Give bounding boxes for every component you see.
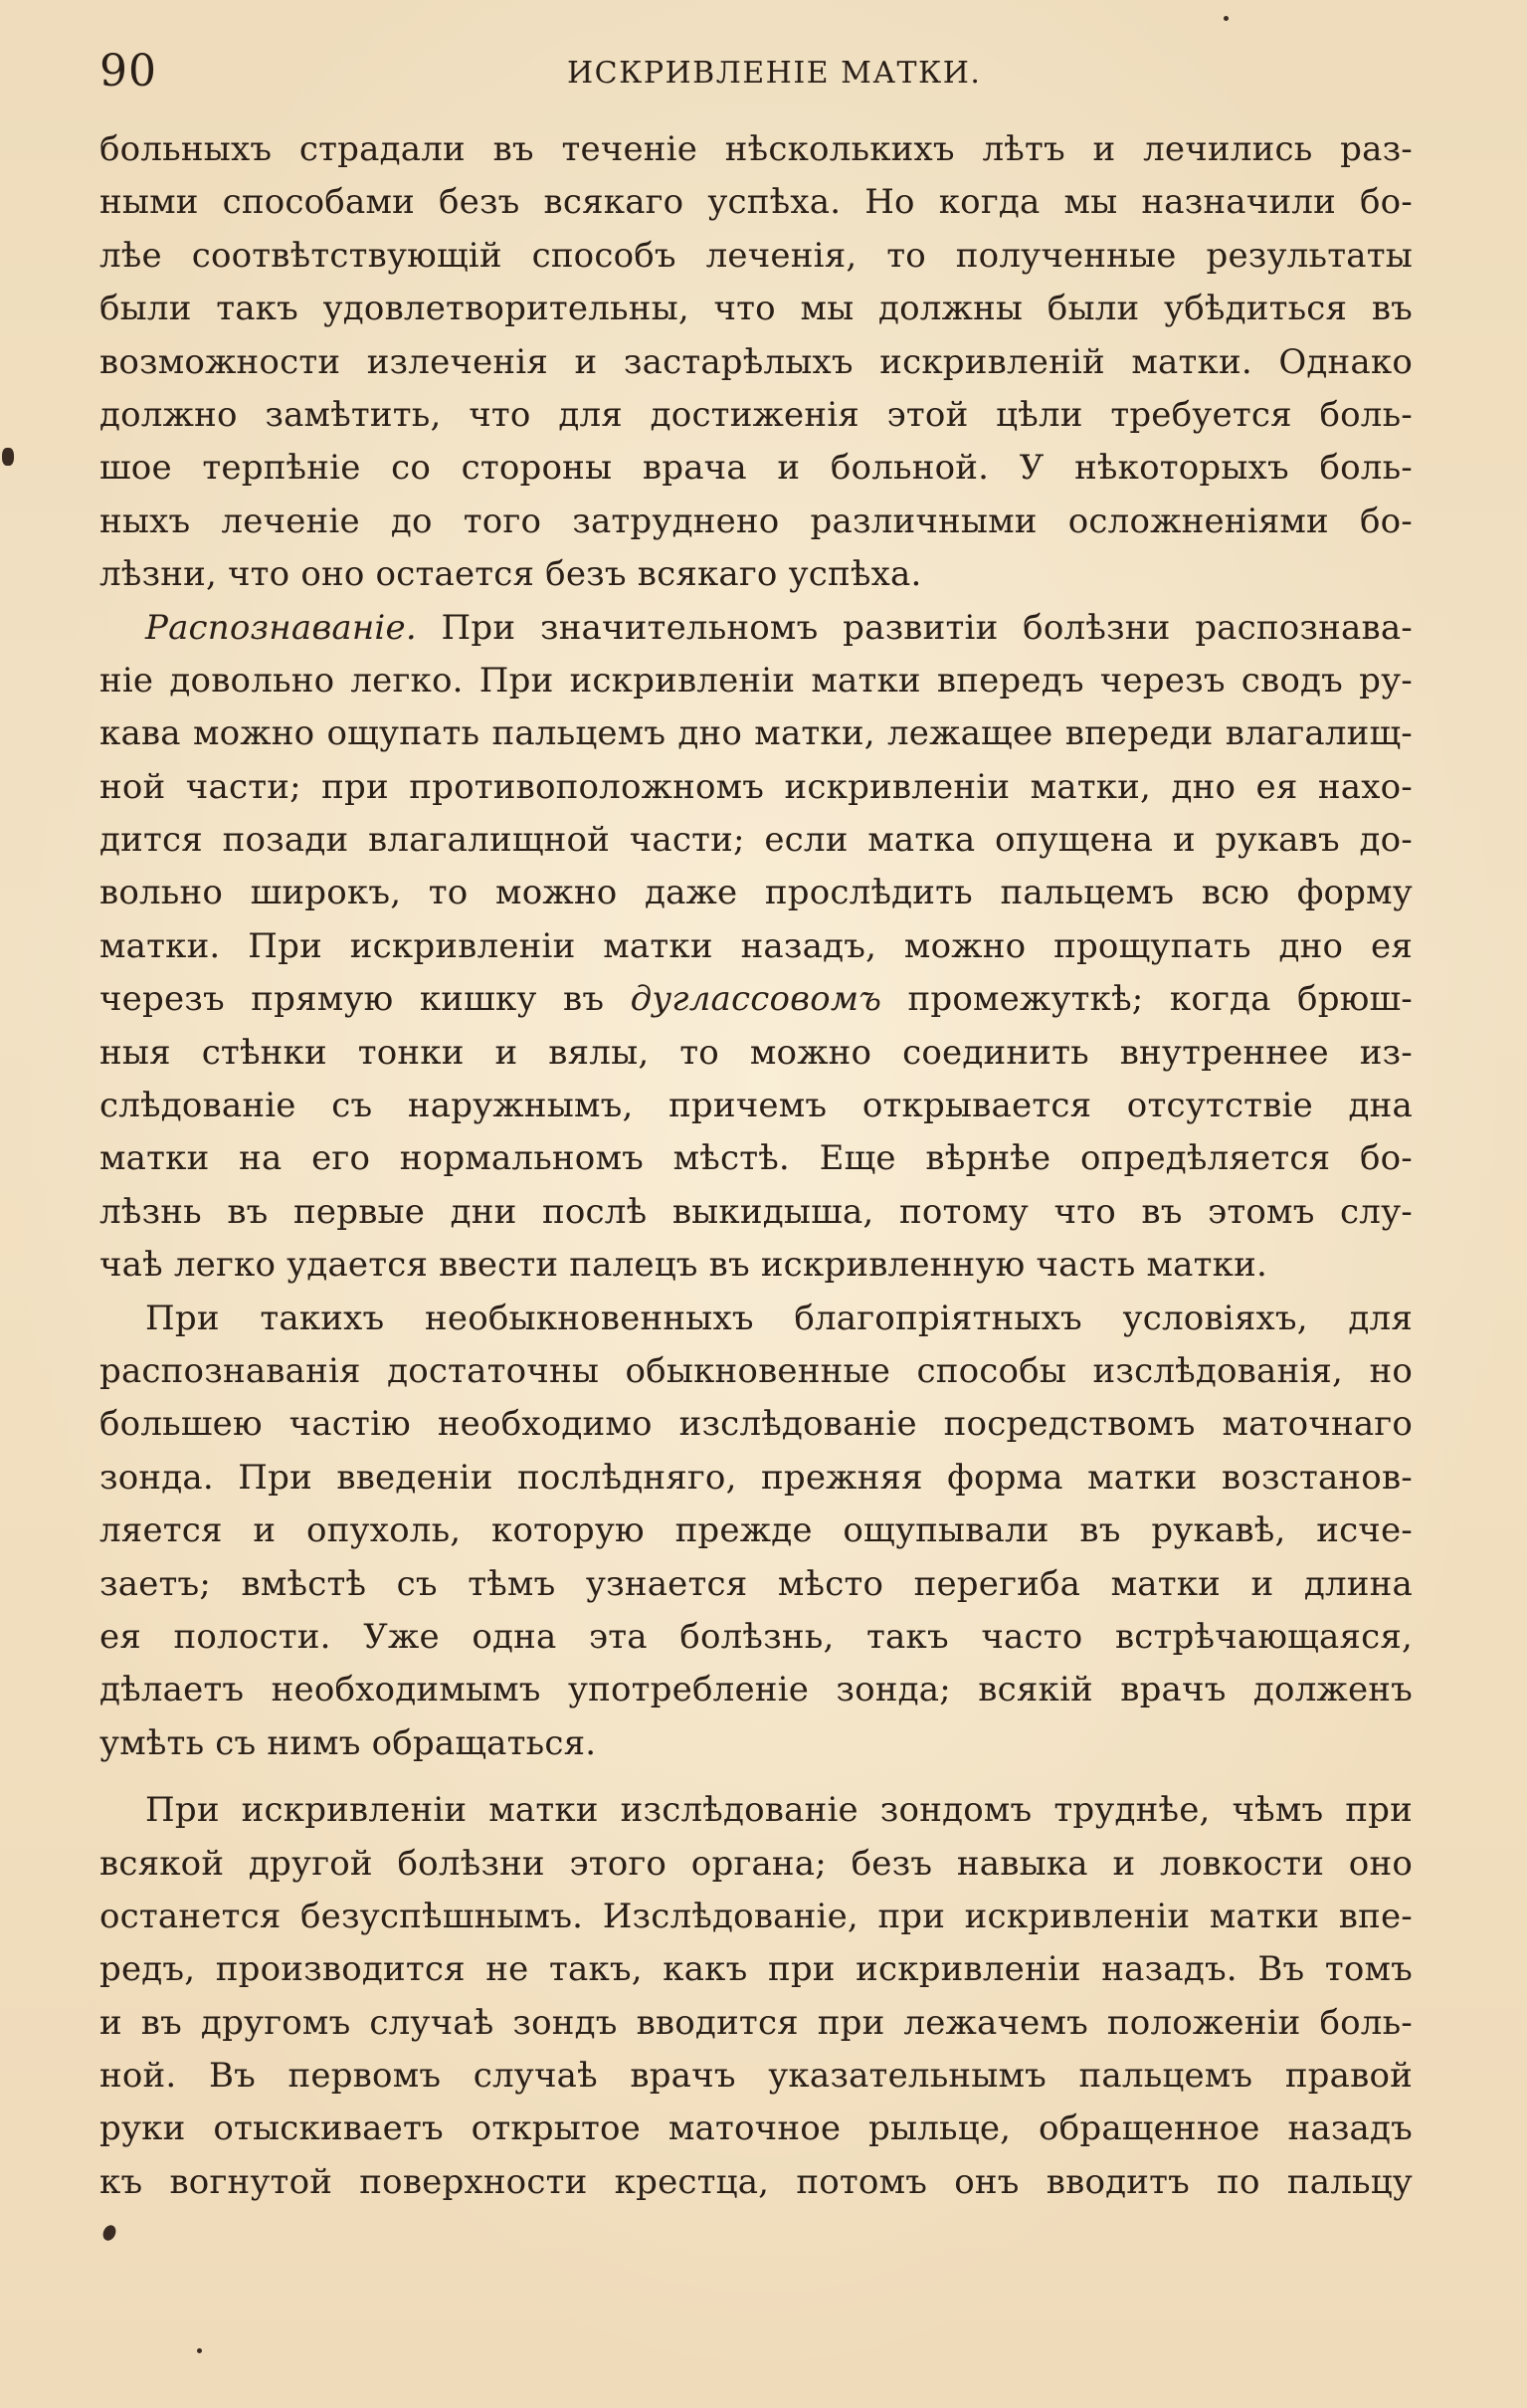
text-line: ляется и опухоль, которую прежде ощупывали въ рукавѣ, исче- (99, 1510, 1413, 1551)
text-line: были такъ удовлетворительны, что мы должны были убѣдиться въ (99, 289, 1413, 329)
text-fragment: черезъ прямую кишку въ (99, 979, 631, 1020)
text-line: вольно широкъ, то можно даже прослѣдить пальцемъ всю форму (99, 873, 1413, 913)
text-line: останется безуспѣшнымъ. Изслѣдованіе, при искривленіи матки впе- (99, 1896, 1413, 1936)
body-text (99, 123, 1413, 2209)
page-header (99, 44, 1423, 100)
ink-speck (100, 2223, 118, 2243)
text-line: руки отыскиваетъ открытое маточное рыльце, обращенное назадъ (99, 2108, 1413, 2149)
text-line: больныхъ страдали въ теченіе нѣсколькихъ лѣтъ и лечились раз- (99, 129, 1413, 169)
ink-speck (1224, 16, 1229, 21)
paragraph-diagnosis (99, 602, 1413, 1293)
text-line: ніе довольно легко. При искривленіи матки впередъ черезъ сводъ ру- (99, 660, 1413, 701)
emphasized-term: дуглассовомъ (630, 979, 882, 1020)
text-line: ной. Въ первомъ случаѣ врачъ указательнымъ пальцемъ правой (99, 2056, 1413, 2097)
text-line: ныя стѣнки тонки и вялы, то можно соединить внутреннее из- (99, 1032, 1413, 1073)
text-line: къ вогнутой поверхности крестца, потомъ онъ вводитъ по пальцу (99, 2161, 1413, 2202)
text-line: дится позади влагалищной части; если матка опущена и рукавъ до- (99, 820, 1413, 861)
text-line: слѣдованіе съ наружнымъ, причемъ открывается отсутствіе дна (99, 1086, 1413, 1126)
text-line: должно замѣтить, что для достиженія этой цѣли требуется боль- (99, 394, 1413, 435)
text-line: распознаванія достаточны обыкновенные способы изслѣдованія, но (99, 1350, 1413, 1391)
text-line: зонда. При введеніи послѣдняго, прежняя форма матки возстанов- (99, 1457, 1413, 1498)
text-line: заетъ; вмѣстѣ съ тѣмъ узнается мѣсто перегиба матки и длина (99, 1563, 1413, 1604)
text-line: лѣе соотвѣтствующій способъ леченія, то полученные результаты (99, 235, 1413, 276)
text-line: ными способами безъ всякаго успѣха. Но когда мы назначили бо- (99, 182, 1413, 223)
text-line: ныхъ леченіе до того затруднено различными осложненіями бо- (99, 501, 1413, 541)
text-line: кава можно ощупать пальцемъ дно матки, лежащее впереди влагалищ- (99, 713, 1413, 754)
running-head: ИСКРИВЛЕНІЕ МАТКИ. (567, 56, 982, 91)
text-line: ной части; при противоположномъ искривленіи матки, дно ея нахо- (99, 766, 1413, 807)
text-line: всякой другой болѣзни этого органа; безъ навыка и ловкости оно (99, 1843, 1413, 1884)
text-line: дѣлаетъ необходимымъ употребленіе зонда; всякій врачъ долженъ (99, 1670, 1413, 1710)
text-line: ея полости. Уже одна эта болѣзнь, такъ часто встрѣчающаяся, (99, 1616, 1413, 1657)
paragraph (99, 1784, 1413, 2209)
text-line-rest: При значительномъ развитіи болѣзни распознава- (416, 607, 1413, 648)
ink-speck (2, 448, 14, 466)
text-line: и въ другомъ случаѣ зондъ вводится при лежачемъ положеніи боль- (99, 2002, 1413, 2043)
text-line: большею частію необходимо изслѣдованіе посредствомъ маточнаго (99, 1404, 1413, 1445)
text-line: матки на его нормальномъ мѣстѣ. Еще вѣрнѣе опредѣляется бо- (99, 1138, 1413, 1179)
text-line: При искривленіи матки изслѣдованіе зондомъ труднѣе, чѣмъ при (145, 1790, 1413, 1831)
text-line: возможности излеченія и застарѣлыхъ искривленій матки. Однако (99, 341, 1413, 382)
text-line: шое терпѣніе со стороны врача и больной. У нѣкоторыхъ боль- (99, 448, 1413, 489)
text-line: редъ, производится не такъ, какъ при искривленіи назадъ. Въ томъ (99, 1949, 1413, 1990)
text-fragment: промежуткѣ; когда брюш- (881, 979, 1413, 1020)
text-line: лѣзни, что оно остается безъ всякаго успѣха. (99, 554, 922, 595)
paragraph (99, 1293, 1413, 1771)
ink-speck (197, 2348, 202, 2353)
text-line (99, 602, 1413, 655)
text-line (99, 973, 1413, 1026)
section-heading: Распознаваніе. (145, 607, 417, 648)
page-number: 90 (99, 46, 157, 97)
text-line: матки. При искривленіи матки назадъ, можно прощупать дно ея (99, 925, 1413, 966)
text-line: чаѣ легко удается ввести палецъ въ искривленную часть матки. (99, 1245, 1267, 1286)
text-line: При такихъ необыкновенныхъ благопріятныхъ условіяхъ, для (145, 1298, 1413, 1338)
text-line: умѣть съ нимъ обращаться. (99, 1722, 597, 1763)
paragraph (99, 123, 1413, 602)
text-line: лѣзнь въ первые дни послѣ выкидыша, потому что въ этомъ слу- (99, 1191, 1413, 1232)
